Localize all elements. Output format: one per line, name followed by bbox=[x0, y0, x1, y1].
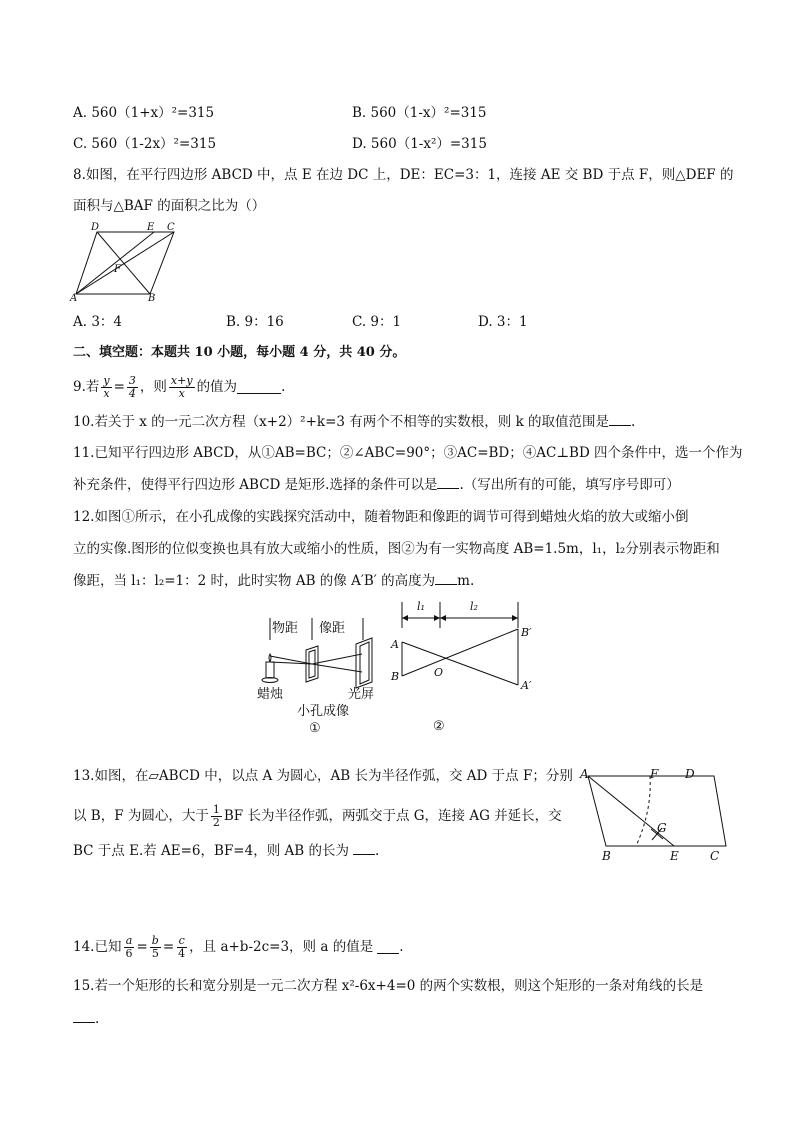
q13-label-a: A bbox=[580, 767, 589, 781]
q14-end: . bbox=[399, 939, 404, 955]
q9-suffix: 的值为 bbox=[196, 379, 238, 395]
q15-answer-blank[interactable] bbox=[73, 1010, 95, 1023]
q12-fig2-l2: l₂ bbox=[470, 600, 478, 613]
q12-fig1-num: ① bbox=[309, 721, 321, 736]
q9-fraction-3-over-4 bbox=[127, 375, 138, 400]
q14-fa-den: 6 bbox=[125, 946, 133, 960]
q11-line2-suffix: .（写出所有的可能，填写序号即可） bbox=[459, 477, 680, 493]
q11-line2 bbox=[73, 476, 680, 494]
q12-answer-blank[interactable] bbox=[435, 572, 457, 585]
q13-line2-suffix: BF 长为半径作弧，两弧交于点 G，连接 AG 并延长，交 bbox=[223, 808, 562, 824]
q12-fig2-b: B bbox=[391, 670, 400, 683]
q12-fig2-a: A bbox=[391, 638, 399, 651]
q8-line2: 面积与△BAF 的面积之比为（） bbox=[73, 198, 266, 214]
q14-suffix: ，且 a+b-2c=3，则 a 的值是 bbox=[189, 939, 374, 955]
q8-line1: 8.如图，在平行四边形 ABCD 中，点 E 在边 DC 上，DE：EC=3：1，连接 AE 交 BD 于点 F，则△DEF 的 bbox=[73, 167, 734, 183]
q13-line2 bbox=[73, 801, 562, 831]
q12-line3-prefix: 像距，当 l₁：l₂=1：2 时，此时实物 AB 的像 A′B′ 的高度为 bbox=[73, 573, 436, 589]
q9-equals: = bbox=[113, 379, 125, 395]
q7-option-a: A. 560（1+x）²=315 bbox=[73, 105, 215, 121]
q11-line1: 11.已知平行四边形 ABCD，从①AB=BC；②∠ABC=90°；③AC=BD；④AC⊥BD 四个条件中，选一个作为 bbox=[73, 445, 743, 461]
q7-option-d: D. 560（1-x²）=315 bbox=[352, 136, 487, 152]
q11-line2-prefix: 补充条件，使得平行四边形 ABCD 是矩形.选择的条件可以是 bbox=[73, 477, 438, 493]
q8-option-c: C. 9：1 bbox=[352, 314, 402, 330]
q13-half-den: 2 bbox=[212, 815, 220, 829]
q9-frac2-den: 4 bbox=[128, 386, 136, 400]
q9-frac2-num: 3 bbox=[128, 373, 136, 387]
q8-label-d: D bbox=[91, 222, 100, 233]
q13-label-f: F bbox=[650, 767, 659, 781]
q8-parallelogram-figure bbox=[70, 220, 190, 302]
q13-label-b: B bbox=[602, 849, 611, 863]
q12-fig2-num: ② bbox=[433, 719, 445, 734]
q14-fraction-c bbox=[176, 935, 187, 960]
q13-parallelogram-figure bbox=[578, 766, 728, 866]
q15-line1: 15.若一个矩形的长和宽分别是一元二次方程 x²-6x+4=0 的两个实数根，则这个矩形的一条对角线的长是 bbox=[73, 978, 704, 994]
q10-answer-blank[interactable] bbox=[609, 413, 631, 426]
q14-eq1: = bbox=[136, 939, 148, 955]
q9-mid: ，则 bbox=[139, 379, 167, 395]
q13-label-e: E bbox=[670, 849, 679, 863]
q9-frac1-den: x bbox=[103, 386, 110, 400]
q12-fig2-o: O bbox=[434, 666, 444, 679]
q12-fig2-bp: B′ bbox=[521, 626, 532, 639]
q7-option-c: C. 560（1-2x）²=315 bbox=[73, 136, 217, 152]
q7-option-b: B. 560（1-x）²=315 bbox=[352, 105, 487, 121]
q13-line1: 13.如图，在▱ABCD 中，以点 A 为圆心，AB 长为半径作弧，交 AD 于点 F；分别 bbox=[73, 768, 573, 784]
q10-end: . bbox=[631, 414, 636, 430]
q14-fa-num: a bbox=[125, 933, 133, 947]
q14-fc-den: 4 bbox=[178, 946, 186, 960]
q9-prefix: 9.若 bbox=[73, 379, 100, 395]
q12-fig2-ap: A′ bbox=[521, 679, 532, 692]
q12-figure-similar-triangles bbox=[388, 598, 548, 733]
q14-line bbox=[73, 932, 404, 962]
q8-label-c: C bbox=[167, 222, 175, 233]
q8-label-e: E bbox=[147, 222, 155, 233]
q13-label-d: D bbox=[685, 767, 695, 781]
q14-fraction-b bbox=[150, 935, 161, 960]
q9-line bbox=[73, 372, 285, 402]
q13-line2-prefix: 以 B，F 为圆心，大于 bbox=[73, 808, 209, 824]
q8-label-f: F bbox=[114, 264, 121, 275]
q14-fb-num: b bbox=[151, 933, 159, 947]
q8-option-a: A. 3：4 bbox=[73, 314, 123, 330]
q14-prefix: 14.已知 bbox=[73, 939, 122, 955]
q9-answer-blank[interactable] bbox=[237, 381, 281, 394]
q12-line2: 立的实像.图形的位似变换也具有放大或缩小的性质，图②为有一实物高度 AB=1.5m，l₁，l₂分别表示物距和 bbox=[73, 541, 720, 557]
q9-fraction-y-over-x bbox=[101, 375, 111, 400]
q13-label-c: C bbox=[710, 849, 720, 863]
q12-line3-suffix: m. bbox=[457, 573, 475, 589]
q12-fig1-candle: 蜡烛 bbox=[257, 687, 284, 702]
q12-figure-pinhole bbox=[252, 610, 392, 735]
q9-fraction-sum bbox=[169, 375, 195, 400]
q13-line3-prefix: BC 于点 E.若 AE=6，BF=4，则 AB 的长为 bbox=[73, 843, 349, 859]
q13-line3 bbox=[73, 842, 379, 860]
q13-fraction-half bbox=[211, 804, 222, 829]
q13-label-g: G bbox=[657, 821, 667, 835]
q13-line3-suffix: . bbox=[374, 843, 380, 859]
q12-fig1-screen: 光屏 bbox=[348, 687, 375, 702]
q15-line2-end: . bbox=[95, 1011, 100, 1027]
q9-end: . bbox=[281, 379, 286, 395]
q14-fc-num: c bbox=[178, 933, 185, 947]
q8-label-a: A bbox=[70, 293, 78, 304]
q12-fig1-object-dist: 物距 bbox=[272, 621, 299, 636]
q9-frac1-num: y bbox=[103, 373, 110, 387]
q14-fb-den: 5 bbox=[151, 946, 159, 960]
q12-line3 bbox=[73, 572, 474, 590]
q8-label-b: B bbox=[148, 293, 156, 304]
q14-fraction-a bbox=[123, 935, 134, 960]
q11-answer-blank[interactable] bbox=[437, 476, 459, 489]
q14-answer-blank[interactable] bbox=[377, 941, 399, 954]
q8-option-b: B. 9：16 bbox=[226, 314, 284, 330]
q12-fig1-caption: 小孔成像 bbox=[297, 704, 350, 719]
q13-half-num: 1 bbox=[212, 802, 220, 816]
section2-heading: 二、填空题：本题共 10 小题，每小题 4 分，共 40 分。 bbox=[73, 345, 406, 360]
q9-frac3-num: x+y bbox=[170, 373, 193, 387]
q15-line2 bbox=[73, 1010, 99, 1028]
q12-line1: 12.如图①所示，在小孔成像的实践探究活动中，随着物距和像距的调节可得到蜡烛火焰的放大或缩小倒 bbox=[73, 509, 689, 525]
q12-fig2-l1: l₁ bbox=[417, 600, 425, 613]
q9-frac3-den: x bbox=[178, 386, 185, 400]
q10-text: 10.若关于 x 的一元二次方程（x+2）²+k=3 有两个不相等的实数根，则 k 的取值范围是 bbox=[73, 414, 610, 430]
q14-eq2: = bbox=[162, 939, 175, 955]
q10-line bbox=[73, 413, 635, 431]
q13-answer-blank[interactable] bbox=[353, 842, 375, 855]
q8-option-d: D. 3：1 bbox=[478, 314, 528, 330]
q12-fig1-image-dist: 像距 bbox=[319, 621, 346, 636]
